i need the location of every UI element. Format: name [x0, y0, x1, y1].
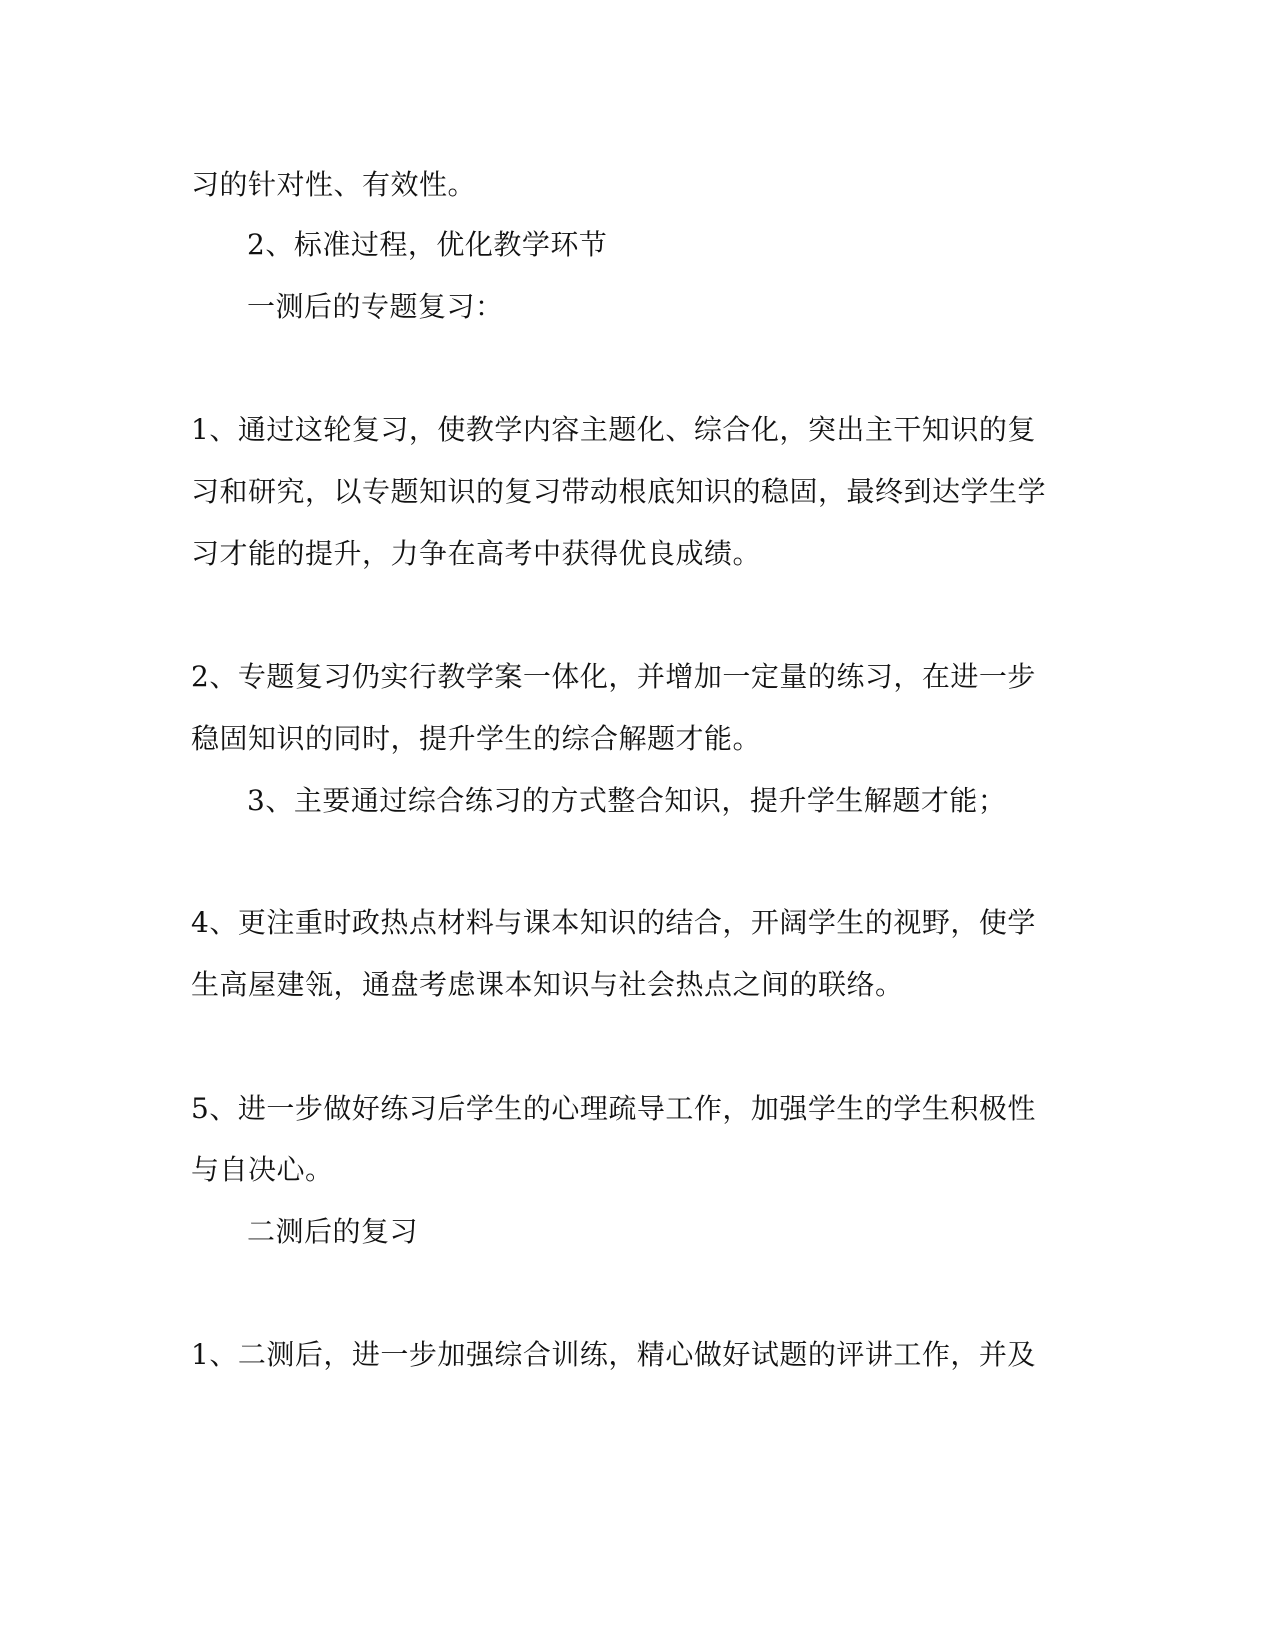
- paragraph-line: 稳固知识的同时，提升学生的综合解题才能。: [191, 722, 762, 755]
- paragraph-line: 2、专题复习仍实行教学案一体化，并增加一定量的练习，在进一步: [191, 660, 1036, 693]
- paragraph-line: 1、二测后，进一步加强综合训练，精心做好试题的评讲工作，并及: [191, 1338, 1036, 1371]
- paragraph-line: 生高屋建瓴，通盘考虑课本知识与社会热点之间的联络。: [191, 968, 904, 1001]
- paragraph-line: 习才能的提升，力争在高考中获得优良成绩。: [191, 537, 762, 570]
- section-heading: 2、标准过程，优化教学环节: [247, 228, 608, 261]
- paragraph-line: 4、更注重时政热点材料与课本知识的结合，开阔学生的视野，使学: [191, 906, 1036, 939]
- paragraph-line: 1、通过这轮复习，使教学内容主题化、综合化，突出主干知识的复: [191, 413, 1036, 446]
- paragraph-line: 与自决心。: [191, 1153, 334, 1186]
- paragraph-line: 3、主要通过综合练习的方式整合知识，提升学生解题才能；: [247, 784, 1007, 817]
- paragraph-line: 习的针对性、有效性。: [191, 168, 477, 201]
- paragraph-line: 5、进一步做好练习后学生的心理疏导工作，加强学生的学生积极性: [191, 1092, 1036, 1125]
- paragraph-line: 习和研究，以专题知识的复习带动根底知识的稳固，最终到达学生学: [191, 475, 1047, 508]
- subsection-heading: 一测后的专题复习：: [247, 290, 504, 323]
- subsection-heading: 二测后的复习: [247, 1215, 419, 1248]
